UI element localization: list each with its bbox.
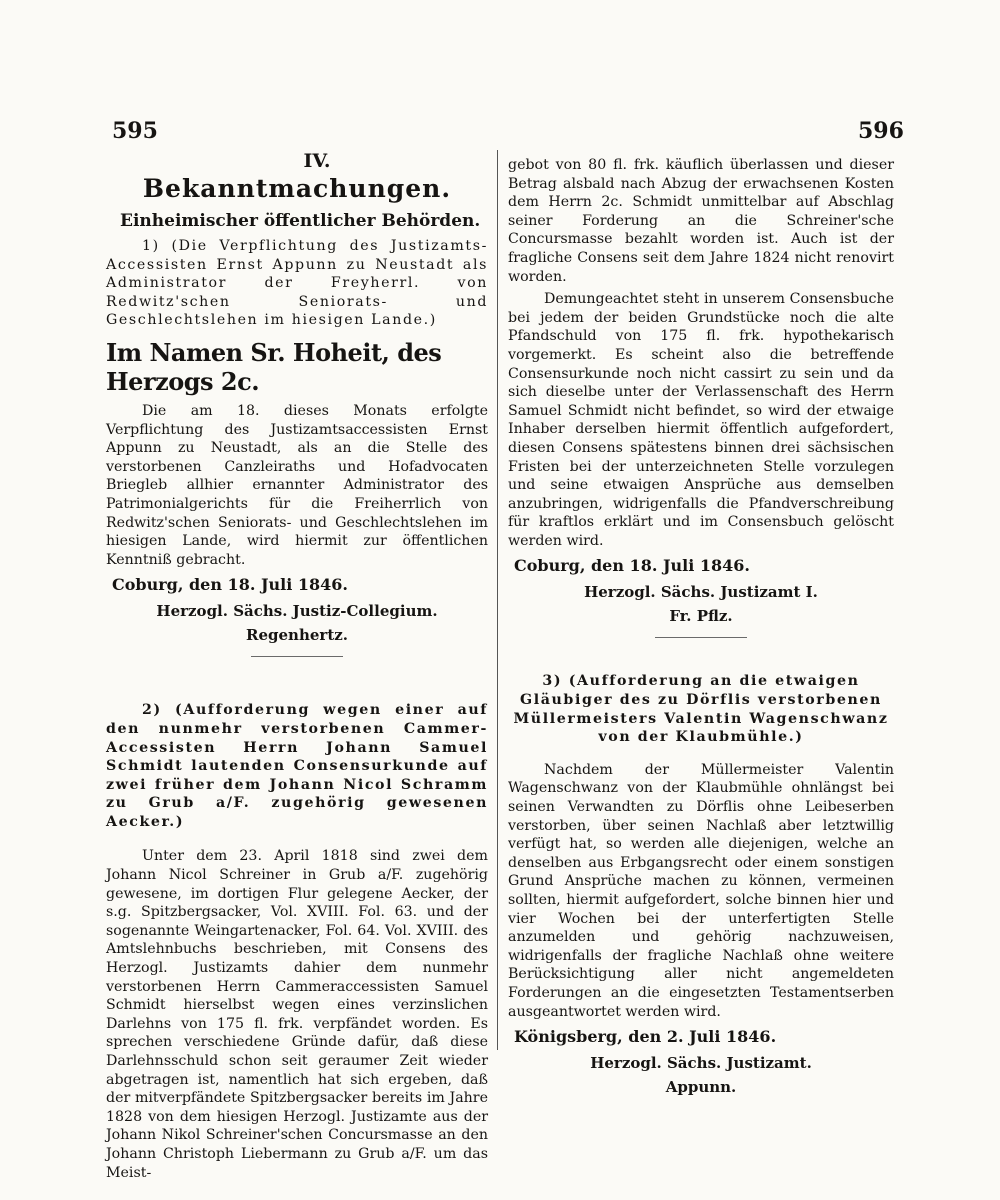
notice-1-proclamation: Im Namen Sr. Hoheit, des Herzogs 2c.	[106, 337, 442, 396]
notice-1-body: Die am 18. dieses Monats erfolgte Verpflichtung des Justizamtsaccessisten Ernst Appunn zu Neustadt, als an die Stelle des verstorbenen Canzleiraths und Hofadvocaten Briegleb allhier ernannter Administrator des Patrimonialgerichts für die Freiherrlich von Redwitz'schen Seniorats- und Geschlechtslehen im hiesigen Lande, wird hiermit zur öffentlichen Kenntniß gebracht.	[106, 402, 488, 568]
section-subheading: Einheimischer öffentlicher Behörden.	[120, 211, 481, 231]
notice-3-body: Nachdem der Müllermeister Valentin Wagenschwanz von der Klaubmühle ohnlängst bei seinen Verwandten zu Dörflis ohne Leibeserben verstorben, über seinen Nachlaß aber letztwillig verfügt hat, so werden alle diejenigen, welche an denselben aus Erbgangsrecht oder einem sonstigen Grund Ansprüche machen zu können, vermeinen sollten, hiermit aufgefordert, solche binnen hier und vier Wochen bei der unterfertigten Stelle anzumelden und gehörig nachzuweisen, widrigenfalls der fragliche Nachlaß ohne weitere Berücksichtigung aller nicht angemeldeten Forderungen an die eingesetzten Testamentserben ausgeantwortet werden wird.	[508, 761, 894, 1020]
section-title: Bekanntmachungen.	[142, 174, 452, 203]
notice-1-authority: Herzogl. Sächs. Justiz-Collegium.	[156, 602, 438, 621]
notice-2-rule	[655, 637, 747, 638]
notice-2-date: Coburg, den 18. Juli 1846.	[514, 556, 750, 576]
notice-3-authority: Herzogl. Sächs. Justizamt.	[590, 1054, 812, 1073]
left-column	[106, 150, 488, 1182]
notice-3-heading: 3) (Aufforderung an die etwaigen Gläubiger des zu Dörflis verstorbenen Müllermeisters Valentin Wagenschwanz von der Klaubmühle.)	[513, 673, 889, 746]
notice-1-heading: 1) (Die Verpflichtung des Justizamts-Accessisten Ernst Appunn zu Neustadt als Administrator der Freyherrl. von Redwitz'schen Seniorats- und Geschlechtslehen im hiesigen Lande.)	[106, 238, 488, 329]
column-divider	[497, 150, 498, 1050]
page-number-left: 595	[112, 118, 158, 144]
notice-2-signature: Fr. Pflz.	[669, 607, 733, 626]
section-number: IV.	[303, 150, 331, 172]
notice-2-heading: 2) (Aufforderung wegen einer auf den nunmehr verstorbenen Cammer-Accessisten Herrn Johann Samuel Schmidt lautenden Consensurkunde auf zwei früher dem Johann Nicol Schramm zu Grub a/F. zugehörig gewesenen Aecker.)	[106, 702, 488, 830]
notice-2-paragraph-2: Demungeachtet steht in unserem Consensbuche bei jedem der beiden Grundstücke noch die alte Pfandschuld von 175 fl. frk. hypothekarisch vorgemerkt. Es scheint also die betreffende Consensurkunde noch nicht cassirt zu sein und da sich dieselbe unter der Verlassenschaft des Herrn Samuel Schmidt nicht befindet, so wird der etwaige Inhaber derselben hiermit öffentlich aufgefordert, diesen Consens spätestens binnen drei sächsischen Fristen bei der unterzeichneten Stelle vorzulegen und seine etwaigen Ansprüche aus demselben anzubringen, widrigenfalls die Pfandverschreibung für kraftlos erklärt und im Consensbuch gelöscht werden wird.	[508, 291, 894, 549]
notice-1-date: Coburg, den 18. Juli 1846.	[112, 575, 348, 595]
right-column	[508, 156, 894, 1096]
notice-1-signature: Regenhertz.	[246, 626, 348, 645]
notice-2-continued: gebot von 80 fl. frk. käuflich überlassen und dieser Betrag alsbald nach Abzug der erwachsenen Kosten dem Herrn 2c. Schmidt unmittelbar auf Abschlag seiner Forderung an die Schreiner'sche Concursmasse bezahlt worden ist. Auch ist der fragliche Consens seit dem Jahre 1824 nicht renovirt worden.	[508, 157, 894, 285]
notice-2-authority: Herzogl. Sächs. Justizamt I.	[584, 583, 818, 602]
notice-3-date: Königsberg, den 2. Juli 1846.	[514, 1027, 777, 1047]
notice-1-rule	[251, 656, 343, 657]
notice-2-body: Unter dem 23. April 1818 sind zwei dem Johann Nicol Schreiner in Grub a/F. zugehörig gewesene, im dortigen Flur gelegene Aecker, der s.g. Spitzbergsacker, Vol. XVIII. Fol. 63. und der sogenannte Weingartenacker, Fol. 64. Vol. XVIII. des Amtslehnbuchs beschrieben, mit Consens des Herzogl. Justizamts dahier dem nunmehr verstorbenen Herrn Cammeraccessisten Samuel Schmidt hierselbst wegen eines verzinslichen Darlehns von 175 fl. frk. verpfändet worden. Es sprechen verschiedene Gründe dafür, daß diese Darlehnsschuld schon seit geraumer Zeit wieder abgetragen ist, namentlich hat sich ergeben, daß der mitverpfändete Spitzbergsacker bereits im Jahre 1828 von dem hiesigen Herzogl. Justizamte aus der Johann Nikol Schreiner'schen Concursmasse an den Johann Christoph Liebermann zu Grub a/F. um das Meist-	[106, 848, 488, 1181]
notice-3-signature: Appunn.	[665, 1078, 737, 1097]
page-number-right: 596	[858, 118, 904, 144]
